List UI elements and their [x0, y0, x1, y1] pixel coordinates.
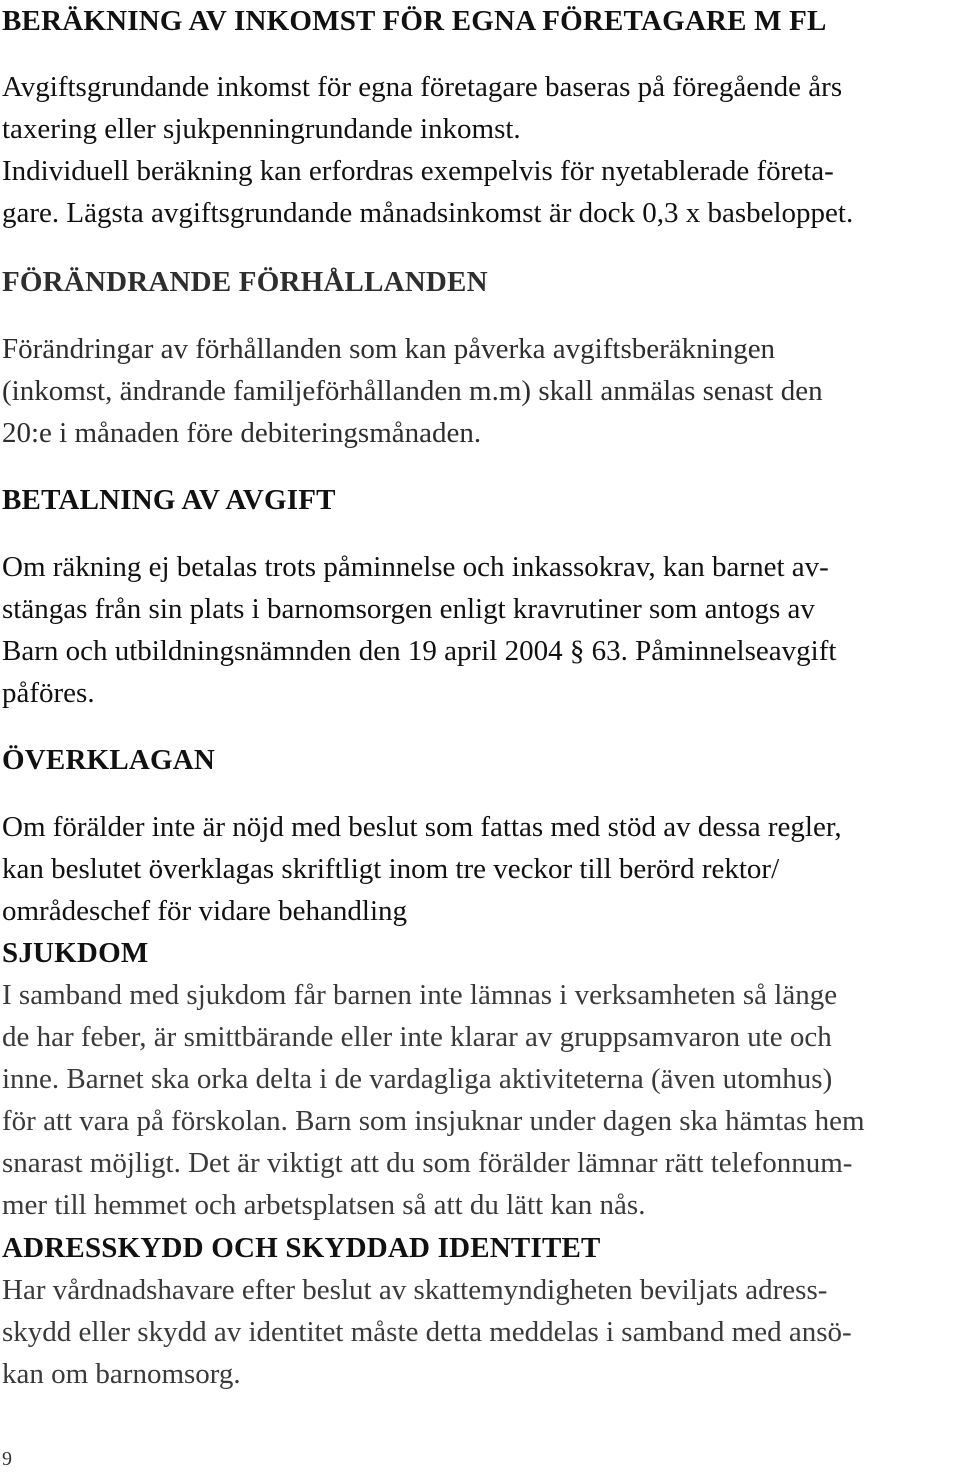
- heading-sjukdom: SJUKDOM: [2, 937, 149, 969]
- paragraph-line: Barn och utbildningsnämnden den 19 april 2004 § 63. Påminnelseavgift: [2, 635, 837, 667]
- paragraph-line: stängas från sin plats i barnomsorgen enligt kravrutiner som antogs av: [2, 593, 815, 625]
- paragraph-adresskydd: [2, 1269, 956, 1395]
- heading-berakning-av-inkomst: BERÄKNING AV INKOMST FÖR EGNA FÖRETAGARE M FL: [2, 5, 827, 37]
- paragraph-line: kan beslutet överklagas skriftligt inom tre veckor till berörd rektor/: [2, 853, 780, 885]
- page-number: 9: [2, 1448, 12, 1470]
- paragraph-line: skydd eller skydd av identitet måste detta meddelas i samband med ansö-: [2, 1316, 852, 1348]
- paragraph-line: Om förälder inte är nöjd med beslut som fattas med stöd av dessa regler,: [2, 811, 842, 843]
- paragraph-line: kan om barnomsorg.: [2, 1358, 241, 1390]
- paragraph-line: taxering eller sjukpenningrundande inkomst.: [2, 113, 521, 145]
- paragraph-line: de har feber, är smittbärande eller inte klarar av gruppsamvaron ute och: [2, 1021, 832, 1053]
- paragraph-line: Om räkning ej betalas trots påminnelse och inkassokrav, kan barnet av-: [2, 551, 829, 583]
- paragraph-betalning-av-avgift: [2, 546, 956, 714]
- heading-adresskydd: ADRESSKYDD OCH SKYDDAD IDENTITET: [2, 1232, 601, 1264]
- paragraph-forandrande-forhallanden: [2, 328, 956, 454]
- paragraph-line: gare. Lägsta avgiftsgrundande månadsinkomst är dock 0,3 x basbeloppet.: [2, 197, 854, 229]
- paragraph-line: mer till hemmet och arbetsplatsen så att du lätt kan nås.: [2, 1189, 646, 1221]
- paragraph-berakning-av-inkomst: [2, 66, 956, 234]
- heading-overklagan: ÖVERKLAGAN: [2, 744, 216, 776]
- heading-forandrande-forhallanden: FÖRÄNDRANDE FÖRHÅLLANDEN: [2, 266, 488, 298]
- heading-betalning-av-avgift: BETALNING AV AVGIFT: [2, 484, 336, 516]
- paragraph-line: snarast möjligt. Det är viktigt att du som förälder lämnar rätt telefonnum-: [2, 1147, 853, 1179]
- paragraph-line: (inkomst, ändrande familjeförhållanden m.m) skall anmälas senast den: [2, 375, 823, 407]
- paragraph-line: Har vårdnadshavare efter beslut av skattemyndigheten beviljats adress-: [2, 1274, 828, 1306]
- paragraph-line: inne. Barnet ska orka delta i de vardagliga aktiviteterna (även utomhus): [2, 1063, 833, 1095]
- paragraph-sjukdom: [2, 974, 956, 1226]
- paragraph-line: I samband med sjukdom får barnen inte lämnas i verksamheten så länge: [2, 979, 838, 1011]
- paragraph-line: Avgiftsgrundande inkomst för egna företagare baseras på föregående års: [2, 71, 843, 103]
- paragraph-line: Individuell beräkning kan erfordras exempelvis för nyetablerade företa-: [2, 155, 834, 187]
- paragraph-line: 20:e i månaden före debiteringsmånaden.: [2, 417, 482, 449]
- paragraph-line: områdeschef för vidare behandling: [2, 895, 408, 927]
- paragraph-line: påföres.: [2, 677, 95, 709]
- paragraph-line: Förändringar av förhållanden som kan påverka avgiftsberäkningen: [2, 333, 776, 365]
- paragraph-line: för att vara på förskolan. Barn som insjuknar under dagen ska hämtas hem: [2, 1105, 865, 1137]
- paragraph-overklagan: [2, 806, 956, 932]
